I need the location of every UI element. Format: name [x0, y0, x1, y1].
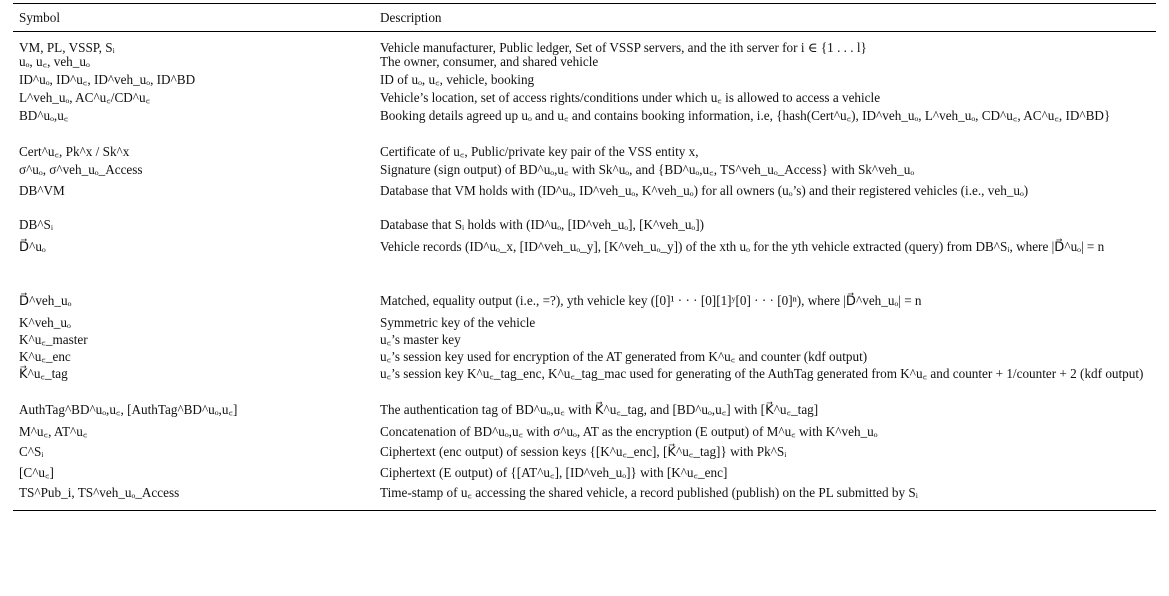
table-row	[13, 145, 1156, 163]
description-cell: Symmetric key of the vehicle	[380, 315, 536, 330]
table-row	[13, 425, 1156, 445]
symbol-cell: BD^uₒ,u꜀	[19, 108, 69, 123]
symbol-cell: K^veh_uₒ	[19, 315, 71, 330]
table-row	[13, 316, 1156, 333]
description-cell: Vehicle records (ID^uₒ_x, [ID^veh_uₒ_y], [K^veh_uₒ_y]) of the xth uₒ for the yth vehicle extracted (query) from DB^Sᵢ, where |D⃗^uₒ| = n	[380, 239, 1105, 254]
symbol-cell: DB^Sᵢ	[19, 217, 53, 232]
table-row	[13, 333, 1156, 350]
symbol-cell: K^u꜀_enc	[19, 349, 71, 364]
symbol-cell: DB^VM	[19, 183, 65, 198]
table-row	[13, 294, 1156, 316]
description-cell: ID of uₒ, u꜀, vehicle, booking	[380, 72, 535, 87]
table-row	[13, 240, 1156, 294]
notation-table	[13, 3, 1156, 511]
symbol-cell: AuthTag^BD^uₒ,u꜀, [AuthTag^BD^uₒ,u꜀]	[19, 402, 238, 417]
symbol-cell: M^u꜀, AT^u꜀	[19, 424, 88, 439]
table-row	[13, 91, 1156, 109]
description-cell: Database that VM holds with (ID^uₒ, ID^veh_uₒ, K^veh_uₒ) for all owners (uₒ’s) and their registered vehicles (i.e., veh_uₒ)	[380, 183, 1029, 198]
table-row	[13, 55, 1156, 73]
table-row	[13, 403, 1156, 425]
symbol-cell: [C^u꜀]	[19, 465, 54, 480]
table-row	[13, 486, 1156, 510]
table-row	[13, 184, 1156, 218]
description-cell: Ciphertext (enc output) of session keys {[K^u꜀_enc], [K⃗^u꜀_tag]} with Pk^Sᵢ	[380, 444, 787, 459]
table-row	[13, 218, 1156, 240]
symbol-cell: σ^uₒ, σ^veh_uₒ_Access	[19, 162, 143, 177]
description-cell: Matched, equality output (i.e., =?), yth vehicle key ([0]¹ · · · [0][1]ʸ[0] · · · [0]ⁿ), where |D⃗^veh_uₒ| = n	[380, 293, 922, 308]
description-cell: Ciphertext (E output) of {[AT^u꜀], [ID^veh_uₒ]} with [K^u꜀_enc]	[380, 465, 728, 480]
symbol-cell: ID^uₒ, ID^u꜀, ID^veh_uₒ, ID^BD	[19, 72, 196, 87]
symbol-cell: K⃗^u꜀_tag	[19, 366, 68, 381]
description-cell: Vehicle manufacturer, Public ledger, Set of VSSP servers, and the ith server for i ∈ {1 . . . l}	[380, 40, 867, 55]
column-header-description: Description	[380, 9, 442, 25]
table-row	[13, 109, 1156, 145]
description-cell: Vehicle’s location, set of access rights/conditions under which u꜀ is allowed to access a vehicle	[380, 90, 881, 105]
description-cell: Time-stamp of u꜀ accessing the shared vehicle, a record published (publish) on the PL submitted by Sᵢ	[380, 485, 918, 500]
symbol-cell: K^u꜀_master	[19, 332, 88, 347]
description-cell: Database that Sᵢ holds with (ID^uₒ, [ID^veh_uₒ], [K^veh_uₒ])	[380, 217, 705, 232]
symbol-cell: D⃗^uₒ	[19, 239, 46, 254]
symbol-cell: Cert^u꜀, Pk^x / Sk^x	[19, 144, 130, 159]
table-row	[13, 163, 1156, 184]
description-cell: Concatenation of BD^uₒ,u꜀ with σ^uₒ, AT as the encryption (E output) of M^u꜀ with K^veh_uₒ	[380, 424, 878, 439]
table-header-row	[13, 4, 1156, 32]
description-cell: u꜀’s master key	[380, 332, 461, 347]
symbol-cell: C^Sᵢ	[19, 444, 44, 459]
table-row	[13, 73, 1156, 91]
description-cell: The owner, consumer, and shared vehicle	[380, 54, 599, 69]
symbol-cell: VM, PL, VSSP, Sᵢ	[19, 40, 115, 55]
table-row	[13, 350, 1156, 367]
description-cell: Signature (sign output) of BD^uₒ,u꜀ with Sk^uₒ, and {BD^uₒ,u꜀, TS^veh_uₒ_Access} with Sk^veh_uₒ	[380, 162, 915, 177]
symbol-cell: L^veh_uₒ, AC^u꜀/CD^u꜀	[19, 90, 151, 105]
description-cell: u꜀’s session key used for encryption of the AT generated from K^u꜀ and counter (kdf output)	[380, 349, 868, 364]
symbol-cell: uₒ, u꜀, veh_uₒ	[19, 54, 90, 69]
table-row	[13, 367, 1156, 403]
table-row	[13, 466, 1156, 486]
column-header-symbol: Symbol	[19, 9, 61, 25]
table-row	[13, 445, 1156, 466]
description-cell: The authentication tag of BD^uₒ,u꜀ with K⃗^u꜀_tag, and [BD^uₒ,u꜀] with [K⃗^u꜀_tag]	[380, 402, 819, 417]
description-cell: u꜀’s session key K^u꜀_tag_enc, K^u꜀_tag_mac used for generating of the AuthTag generated from K^u꜀ and counter + 1/counter + 2 (kdf output)	[380, 366, 1144, 381]
table-row	[13, 32, 1156, 56]
symbol-cell: D⃗^veh_uₒ	[19, 293, 72, 308]
description-cell: Certificate of u꜀, Public/private key pair of the VSS entity x,	[380, 144, 699, 159]
description-cell: Booking details agreed up uₒ and u꜀ and contains booking information, i.e, {hash(Cert^u꜀), ID^veh_uₒ, L^veh_uₒ, CD^u꜀, AC^u꜀, ID^BD}	[380, 108, 1111, 123]
symbol-cell: TS^Pub_i, TS^veh_uₒ_Access	[19, 485, 180, 500]
